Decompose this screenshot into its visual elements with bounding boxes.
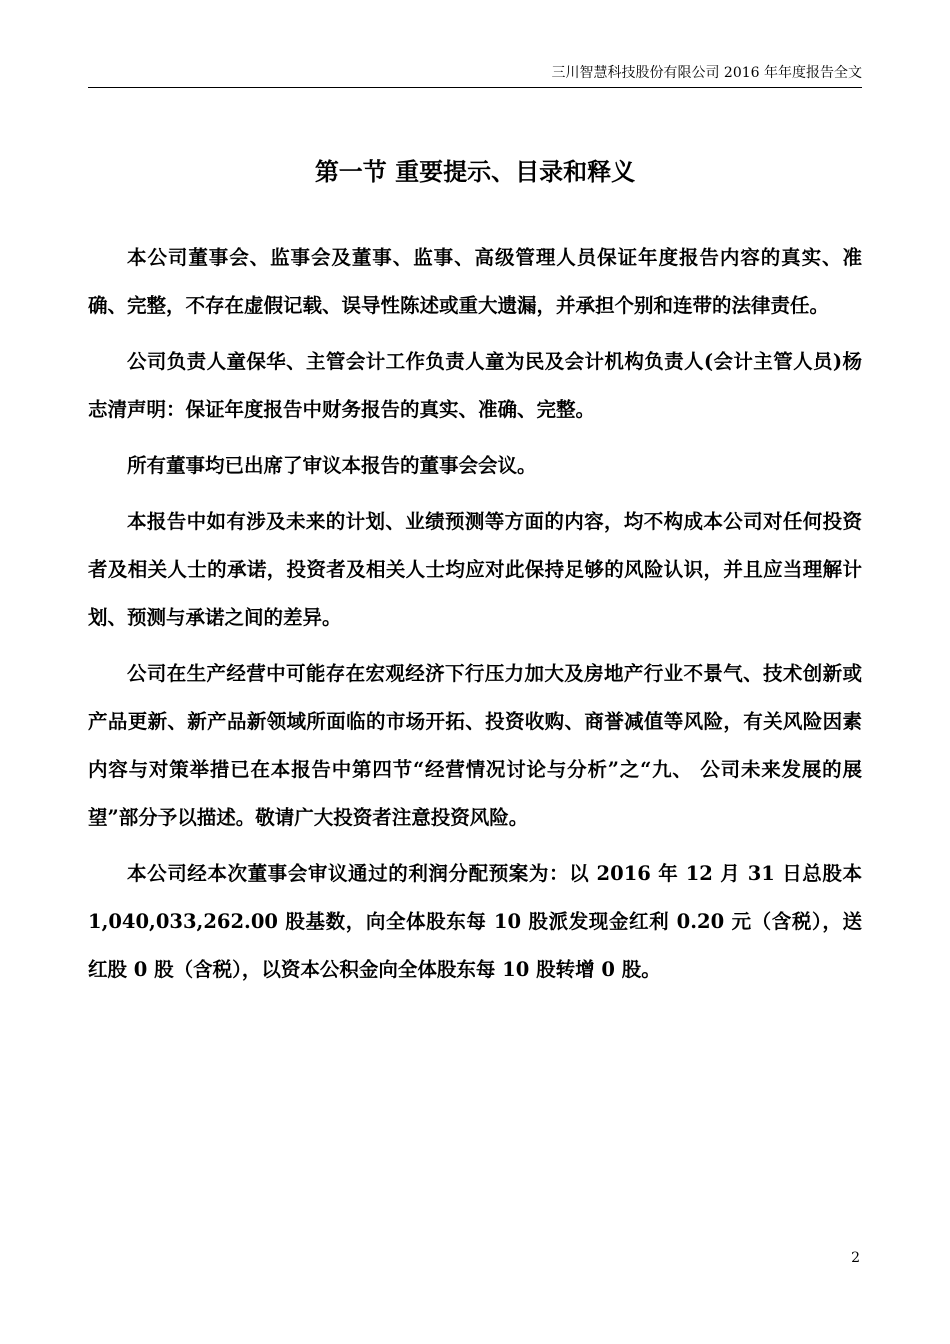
- paragraph-board-attendance: 所有董事均已出席了审议本报告的董事会会议。: [127, 454, 537, 477]
- header-divider: [88, 87, 862, 88]
- paragraph-profit-distribution: 本公司经本次董事会审议通过的利润分配预案为：以 2016 年 12 月 31 日总股本 1,040,033,262.00 股基数，向全体股东每 10 股派发现金红利 0.20 元（含税），送红股 0 股（含税），以资本公积金向全体股东每 10 股转增 0 股。: [88, 862, 862, 981]
- paragraph-risk-notice: 公司在生产经营中可能存在宏观经济下行压力加大及房地产行业不景气、技术创新或产品更新、新产品新领域所面临的市场开拓、投资收购、商誉减值等风险，有关风险因素内容与对策举措已在本报告中第四节“经营情况讨论与分析”之“九、 公司未来发展的展望”部分予以描述。敬请广大投资者注意投资风险。: [88, 662, 862, 829]
- running-header: 三川智慧科技股份有限公司 2016 年年度报告全文: [551, 65, 862, 81]
- document-body: [88, 234, 862, 1002]
- page-number: 2: [851, 1250, 860, 1266]
- paragraph-management-declaration: 公司负责人童保华、主管会计工作负责人童为民及会计机构负责人(会计主管人员)杨志清声明：保证年度报告中财务报告的真实、准确、完整。: [88, 350, 863, 421]
- paragraph-forward-looking-disclaimer: 本报告中如有涉及未来的计划、业绩预测等方面的内容，均不构成本公司对任何投资者及相关人士的承诺，投资者及相关人士均应对此保持足够的风险认识，并且应当理解计划、预测与承诺之间的差异。: [88, 510, 862, 629]
- section-title: 第一节 重要提示、目录和释义: [314, 157, 636, 186]
- paragraph-responsibility-statement: 本公司董事会、监事会及董事、监事、高级管理人员保证年度报告内容的真实、准确、完整，不存在虚假记载、误导性陈述或重大遗漏，并承担个别和连带的法律责任。: [88, 246, 862, 317]
